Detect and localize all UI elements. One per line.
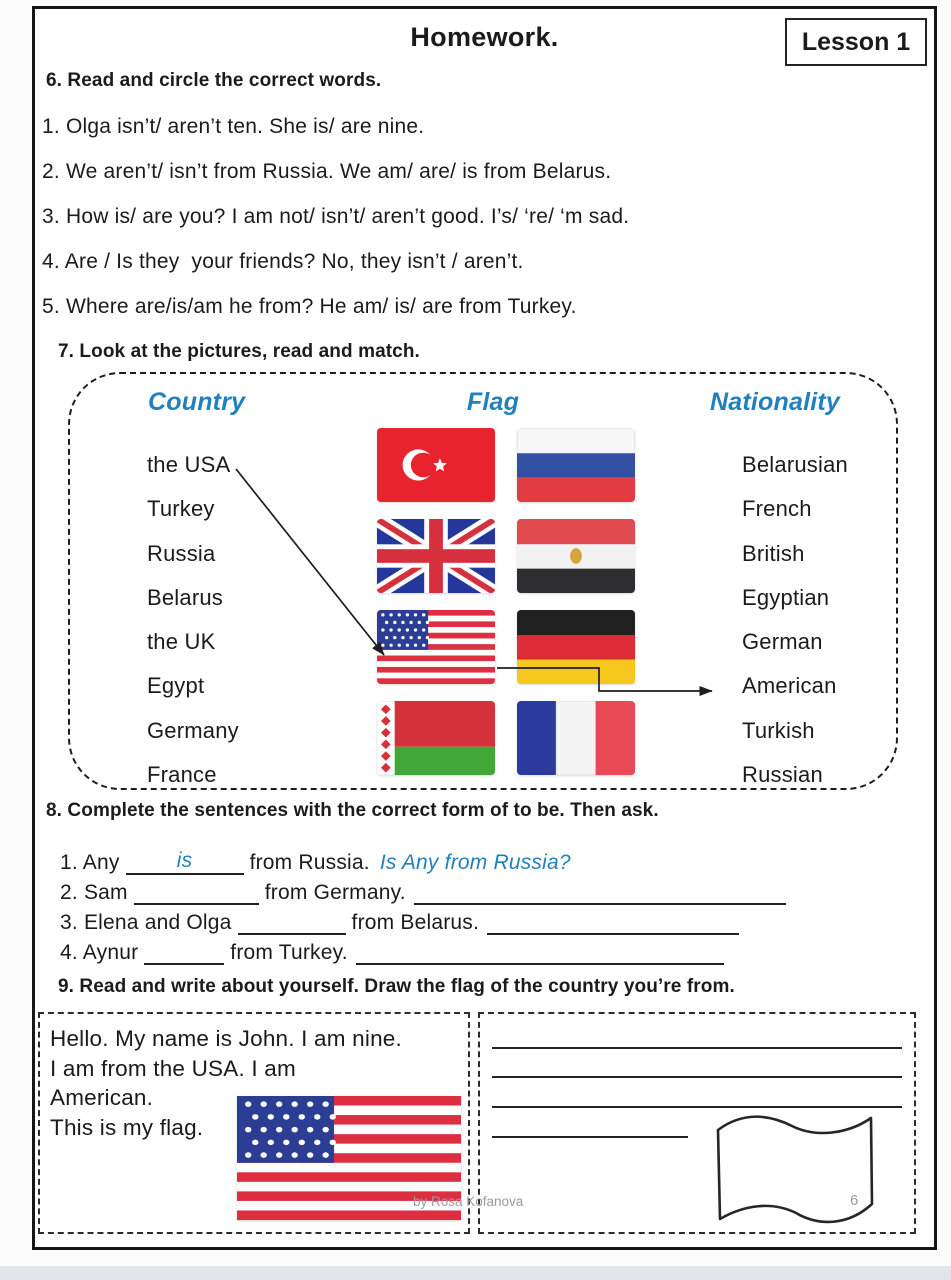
answer-blank	[238, 909, 346, 935]
exercise-sentence: 2. We aren’t/ isn’t from Russia. We am/ are/ is from Belarus.	[42, 160, 612, 183]
answer-blank	[144, 939, 224, 965]
egypt-flag	[517, 519, 635, 593]
writing-line	[492, 1076, 902, 1078]
about-me-example-box	[38, 1012, 470, 1234]
sentence-end: from Russia.	[249, 851, 370, 874]
section9-heading: 9. Read and write about yourself. Draw the flag of the country you’re from.	[58, 976, 735, 997]
question-blank-line	[487, 909, 739, 935]
country-item: Belarus	[147, 584, 223, 610]
nationality-item: German	[742, 629, 823, 655]
nationality-item: Egyptian	[742, 584, 830, 610]
about-me-line: I am from the USA. I am	[50, 1055, 296, 1081]
nationality-item: Belarusian	[742, 452, 848, 477]
country-item: Egypt	[147, 673, 205, 699]
section8-rows	[60, 845, 900, 965]
question-blank-line	[414, 879, 786, 905]
nationality-item: Russian	[742, 762, 823, 788]
answer-blank	[134, 879, 259, 905]
germany-flag	[517, 610, 635, 684]
country-item: Turkey	[147, 496, 215, 522]
country-list	[147, 443, 327, 797]
nationality-item: French	[742, 496, 812, 522]
sentence-start: 4. Aynur	[60, 941, 139, 964]
country-item: Russia	[147, 540, 216, 566]
match-exercise-box	[68, 372, 898, 790]
nationality-item: American	[742, 673, 837, 699]
country-item: the UK	[147, 629, 216, 655]
section6-sentences	[42, 104, 902, 329]
section7-heading: 7. Look at the pictures, read and match.	[58, 341, 420, 362]
fill-in-sentence	[60, 845, 900, 875]
exercise-sentence: 4. Are / Is they your friends? No, they isn’t / aren’t.	[42, 250, 524, 273]
usa-flag	[377, 610, 495, 684]
nationality-item: Turkish	[742, 717, 815, 743]
about-me-line: Hello. My name is John. I am nine.	[50, 1026, 402, 1051]
lesson-badge-label: Lesson 1	[801, 27, 911, 56]
france-flag	[517, 701, 635, 775]
flag-column-header: Flag	[466, 388, 520, 416]
lesson-badge	[785, 18, 927, 66]
bottom-gray-strip	[0, 1266, 951, 1280]
sentence-end: from Germany.	[264, 881, 406, 904]
writing-line	[492, 1136, 688, 1138]
country-column-header: Country	[148, 388, 246, 416]
fill-in-sentence	[60, 875, 900, 905]
question-blank-line	[356, 939, 724, 965]
sentence-end: from Turkey.	[230, 941, 348, 964]
fill-in-sentence	[60, 905, 900, 935]
example-question: Is Any from Russia?	[379, 851, 571, 874]
page-number: 6	[850, 1192, 859, 1209]
country-item: Germany	[147, 717, 239, 743]
country-item: France	[147, 762, 217, 788]
sentence-start: 2. Sam	[60, 881, 128, 904]
nationality-item: British	[742, 540, 805, 566]
section6-heading: 6. Read and circle the correct words.	[46, 70, 382, 91]
uk-flag	[377, 519, 495, 593]
turkey-flag	[377, 428, 495, 502]
russia-flag	[517, 428, 635, 502]
country-item: the USA	[147, 452, 231, 477]
sentence-start: 3. Elena and Olga	[60, 911, 232, 934]
nationality-column-header: Nationality	[710, 388, 840, 416]
blank-flag-outline	[708, 1106, 882, 1240]
flag-grid	[377, 428, 635, 775]
exercise-sentence: 1. Olga isn’t/ aren’t ten. She is/ are nine.	[42, 115, 425, 138]
belarus-flag	[377, 701, 495, 775]
exercise-sentence: 3. How is/ are you? I am not/ isn’t/ aren’t good. I’s/ ‘re/ ‘m sad.	[42, 205, 630, 228]
page-title: Homework.	[410, 22, 559, 52]
author-credit: by Rosa Kofanova	[413, 1194, 524, 1209]
answer-blank: is	[126, 849, 244, 875]
sentence-end: from Belarus.	[351, 911, 480, 934]
exercise-sentence: 5. Where are/is/am he from? He am/ is/ are from Turkey.	[42, 295, 577, 318]
sentence-start: 1. Any	[60, 851, 120, 874]
section8-heading: 8. Complete the sentences with the correct form of to be. Then ask.	[46, 800, 659, 821]
fill-in-sentence	[60, 935, 900, 965]
writing-line	[492, 1047, 902, 1049]
nationality-list	[742, 443, 892, 797]
about-me-line: This is my flag.	[50, 1114, 204, 1140]
about-me-line: American.	[50, 1085, 154, 1110]
